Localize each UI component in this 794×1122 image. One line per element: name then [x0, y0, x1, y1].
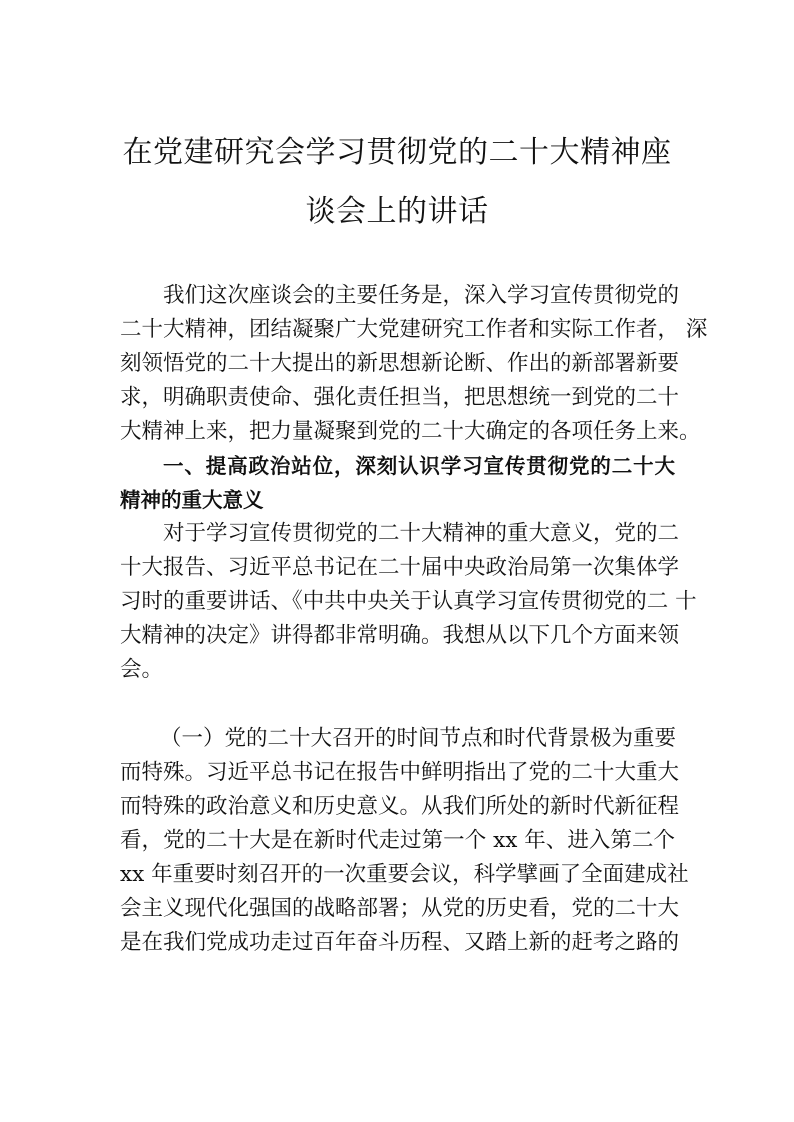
- paragraph-line: 而特殊的政治意义和历史意义。从我们所处的新时代新征程: [120, 794, 680, 819]
- paragraph-line: 刻领悟党的二十大提出的新思想新论断、作出的新部署新要: [120, 351, 680, 376]
- paragraph-line: 习时的重要讲话、《中共中央关于认真学习宣传贯彻党的二 十: [120, 589, 697, 614]
- document-title-line-1: 在党建研究会学习贯彻党的二十大精神座: [122, 135, 672, 170]
- paragraph-line: 对于学习宣传贯彻党的二十大精神的重大意义，党的二: [163, 521, 680, 546]
- document-title-line-2: 谈会上的讲话: [305, 194, 489, 229]
- paragraph-line: xx 年重要时刻召开的一次重要会议，科学擘画了全面建成社: [120, 862, 689, 887]
- paragraph-spacer: [120, 687, 675, 722]
- paragraph-line: 看，党的二十大是在新时代走过第一个 xx 年、进入第二个: [120, 828, 675, 853]
- section-heading-line: 一、提高政治站位，深刻认识学习宣传贯彻党的二十大: [163, 454, 675, 478]
- paragraph-line: 我们这次座谈会的主要任务是，深入学习宣传贯彻党的: [163, 283, 680, 308]
- paragraph-line: 大精神上来，把力量凝聚到党的二十大确定的各项任务上来。: [120, 419, 701, 444]
- subsection-heading-line: （一）党的二十大召开的时间节点和时代背景极为重要: [160, 726, 677, 751]
- paragraph-line: 而特殊。习近平总书记在报告中鲜明指出了党的二十大重大: [120, 760, 680, 785]
- paragraph-line: 会。: [120, 657, 164, 682]
- paragraph-line: 会主义现代化强国的战略部署；从党的历史看，党的二十大: [120, 896, 680, 921]
- paragraph-line: 求，明确职责使命、强化责任担当，把思想统一到党的二十: [120, 385, 680, 410]
- document-body: [120, 279, 708, 960]
- paragraph-line: 十大报告、习近平总书记在二十届中央政治局第一次集体学: [120, 555, 680, 580]
- paragraph-line: 二十大精神，团结凝聚广大党建研究工作者和实际工作者， 深: [120, 317, 708, 342]
- paragraph-line: 是在我们党成功走过百年奋斗历程、又踏上新的赶考之路的: [120, 930, 680, 955]
- paragraph-line: 大精神的决定》讲得都非常明确。我想从以下几个方面来领: [120, 623, 680, 648]
- section-heading-line: 精神的重大意义: [120, 488, 264, 512]
